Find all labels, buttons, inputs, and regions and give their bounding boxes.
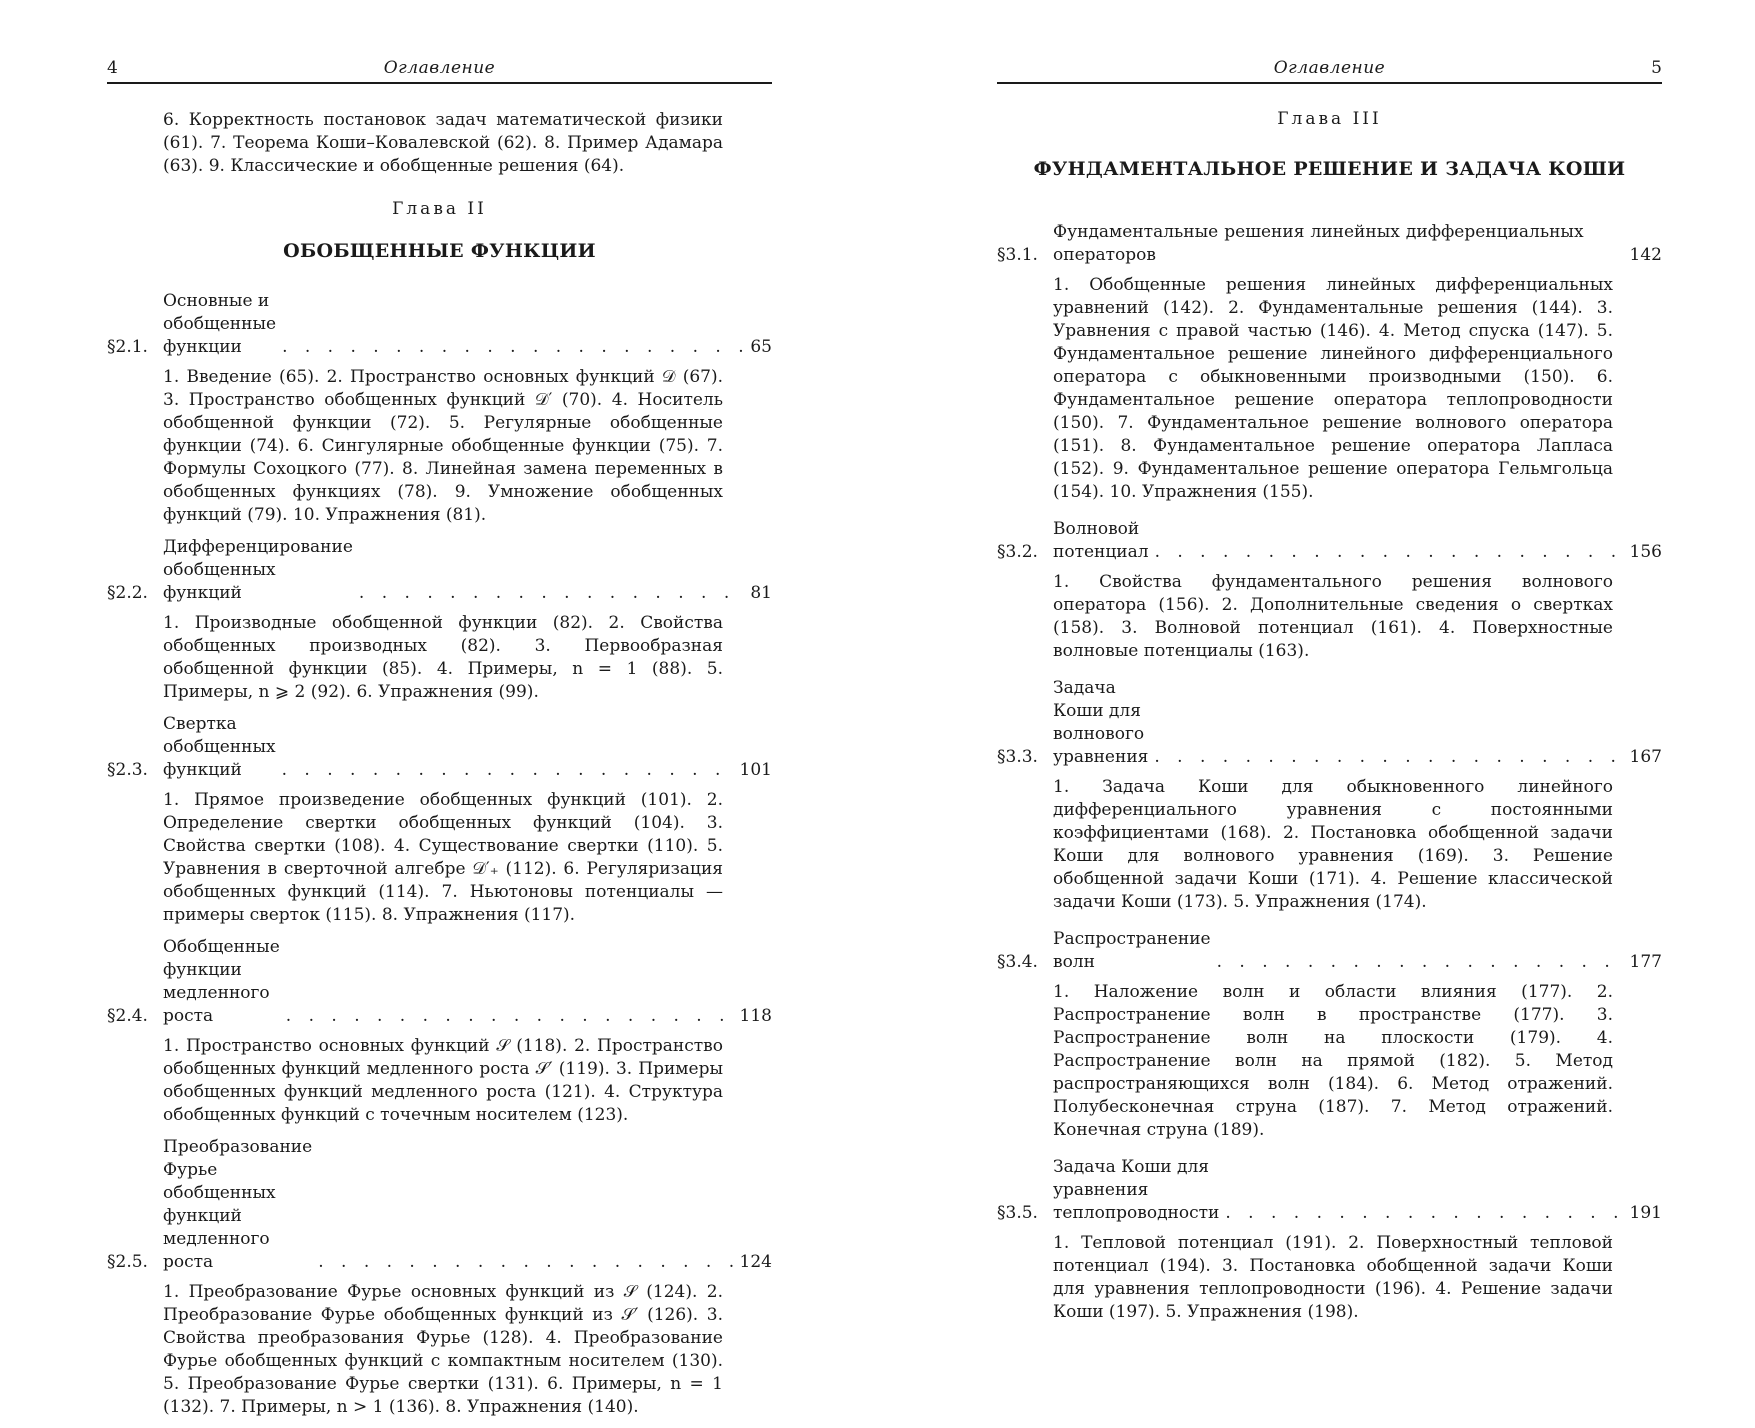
- section-title[interactable]: Фундаментальные решения линейных дифференциальных операторов: [1053, 222, 1584, 265]
- chapter-label: Глава II: [392, 199, 487, 219]
- toc-section: [997, 928, 1662, 1142]
- toc-section: [107, 713, 772, 927]
- page-number: 4: [107, 58, 118, 78]
- section-title[interactable]: Задача Коши для уравнения теплопроводности: [1053, 1157, 1220, 1223]
- toc-section: [107, 536, 772, 704]
- section-list: [107, 290, 772, 1428]
- running-header: [107, 58, 772, 84]
- toc-section: [107, 936, 772, 1127]
- leader-dots: [318, 1251, 733, 1274]
- section-title[interactable]: Распространение волн: [1053, 929, 1211, 972]
- toc-section: [107, 290, 772, 527]
- chapter-label: Глава III: [1277, 109, 1382, 129]
- section-number: §3.4.: [997, 952, 1038, 972]
- section-page: 191: [1629, 1203, 1662, 1223]
- section-contents: 1. Свойства фундаментального решения волнового оператора (156). 2. Дополнительные сведения о свертках (158). 3. Волновой потенциал (161). 4. Поверхностные волновые потенциалы (163).: [1053, 572, 1613, 661]
- leader-dots: [282, 336, 744, 359]
- leader-dots: [286, 1005, 734, 1028]
- section-page: 101: [739, 760, 772, 780]
- leader-dots: [1225, 1202, 1623, 1225]
- section-title[interactable]: Волновой потенциал: [1053, 519, 1149, 562]
- section-page: 65: [750, 337, 772, 357]
- section-page: 118: [739, 1006, 772, 1026]
- section-page: 156: [1629, 542, 1662, 562]
- section-number: §2.3.: [107, 760, 148, 780]
- toc-section: [997, 518, 1662, 663]
- leader-dots: [1217, 951, 1624, 974]
- section-title[interactable]: Свертка обобщенных функций: [163, 714, 276, 780]
- leader-dots: [282, 759, 734, 782]
- section-contents: 1. Прямое произведение обобщенных функций (101). 2. Определение свертки обобщенных функций (104). 3. Свойства свертки (108). 4. Существование свертки (110). 5. Уравнения в сверточной алгебре 𝒟′₊ (112). 6. Регуляризация обобщенных функций (114). 7. Ньютоновы потенциалы — примеры сверток (115). 8. Упражнения (117).: [163, 790, 723, 925]
- section-contents: 1. Пространство основных функций 𝒮 (118). 2. Пространство обобщенных функций медленного роста 𝒮′ (119). 3. Примеры обобщенных функций медленного роста (121). 4. Структура обобщенных функций с точечным носителем (123).: [163, 1036, 723, 1125]
- section-list: [997, 221, 1662, 1333]
- toc-section: [997, 677, 1662, 914]
- section-page: 124: [739, 1252, 772, 1272]
- section-title[interactable]: Обобщенные функции медленного роста: [163, 937, 280, 1026]
- section-title[interactable]: Дифференцирование обобщенных функций: [163, 537, 353, 603]
- chapter-title: ОБОБЩЕННЫЕ ФУНКЦИИ: [283, 240, 596, 262]
- section-number: §2.4.: [107, 1006, 148, 1026]
- left-page: [107, 0, 772, 1417]
- section-title[interactable]: Основные и обобщенные функции: [163, 291, 277, 357]
- chapter-title: ФУНДАМЕНТАЛЬНОЕ РЕШЕНИЕ И ЗАДАЧА КОШИ: [1033, 158, 1626, 180]
- toc-section: [997, 221, 1662, 504]
- section-number: §3.3.: [997, 747, 1038, 767]
- running-title: Оглавление: [383, 58, 496, 78]
- section-number: §2.2.: [107, 583, 148, 603]
- section-page: 167: [1629, 747, 1662, 767]
- leader-dots: [359, 582, 744, 605]
- section-contents: 1. Тепловой потенциал (191). 2. Поверхностный тепловой потенциал (194). 3. Постановка обобщенной задачи Коши для уравнения теплопроводности (196). 4. Решение задачи Коши (197). 5. Упражнения (198).: [1053, 1233, 1613, 1322]
- leader-dots: [1155, 541, 1624, 564]
- section-contents: 1. Задача Коши для обыкновенного линейного дифференциального уравнения с постоянными коэффициентами (168). 2. Постановка обобщенной задачи Коши для волнового уравнения (169). 3. Решение обобщенной задачи Коши (171). 4. Решение классической задачи Коши (173). 5. Упражнения (174).: [1053, 777, 1613, 912]
- page-number: 5: [1651, 58, 1662, 78]
- section-page: 177: [1629, 952, 1662, 972]
- section-title[interactable]: Задача Коши для волнового уравнения: [1053, 678, 1149, 767]
- running-header: [997, 58, 1662, 84]
- toc-section: [107, 1136, 772, 1419]
- section-number: §3.1.: [997, 245, 1038, 265]
- section-page: 142: [1629, 245, 1662, 265]
- running-title: Оглавление: [1273, 58, 1386, 78]
- continued-section-text: 6. Корректность постановок задач математической физики (61). 7. Теорема Коши–Ковалевской (62). 8. Пример Адамара (63). 9. Классические и обобщенные решения (64).: [163, 110, 723, 176]
- section-number: §2.5.: [107, 1252, 148, 1272]
- section-contents: 1. Наложение волн и области влияния (177). 2. Распространение волн в пространстве (177). 3. Распространение волн на плоскости (179). 4. Распространение волн на прямой (182). 5. Метод распространяющихся волн (184). 6. Метод отражений. Полубесконечная струна (187). 7. Метод отражений. Конечная струна (189).: [1053, 982, 1613, 1140]
- right-page: [997, 0, 1662, 1322]
- section-page: 81: [750, 583, 772, 603]
- section-contents: 1. Производные обобщенной функции (82). 2. Свойства обобщенных производных (82). 3. Первообразная обобщенной функции (85). 4. Примеры, n = 1 (88). 5. Примеры, n ⩾ 2 (92). 6. Упражнения (99).: [163, 613, 723, 702]
- leader-dots: [1154, 746, 1623, 769]
- section-contents: 1. Введение (65). 2. Пространство основных функций 𝒟 (67). 3. Пространство обобщенных функций 𝒟′ (70). 4. Носитель обобщенной функции (72). 5. Регулярные обобщенные функции (74). 6. Сингулярные обобщенные функции (75). 7. Формулы Сохоцкого (77). 8. Линейная замена переменных в обобщенных функциях (78). 9. Умножение обобщенных функций (79). 10. Упражнения (81).: [163, 367, 723, 525]
- section-contents: 1. Обобщенные решения линейных дифференциальных уравнений (142). 2. Фундаментальные решения (144). 3. Уравнения с правой частью (146). 4. Метод спуска (147). 5. Фундаментальное решение линейного дифференциального оператора с обыкновенными производными (150). 6. Фундаментальное решение оператора теплопроводности (150). 7. Фундаментальное решение волнового оператора (151). 8. Фундаментальное решение оператора Лапласа (152). 9. Фундаментальное решение оператора Гельмгольца (154). 10. Упражнения (155).: [1053, 275, 1613, 502]
- section-title[interactable]: Преобразование Фурье обобщенных функций медленного роста: [163, 1137, 313, 1272]
- section-number: §3.2.: [997, 542, 1038, 562]
- section-number: §3.5.: [997, 1203, 1038, 1223]
- section-contents: 1. Преобразование Фурье основных функций из 𝒮 (124). 2. Преобразование Фурье обобщенных функций из 𝒮′ (126). 3. Свойства преобразования Фурье (128). 4. Преобразование Фурье обобщенных функций с компактным носителем (130). 5. Преобразование Фурье свертки (131). 6. Примеры, n = 1 (132). 7. Примеры, n > 1 (136). 8. Упражнения (140).: [163, 1282, 723, 1417]
- toc-section: [997, 1156, 1662, 1324]
- section-number: §2.1.: [107, 337, 148, 357]
